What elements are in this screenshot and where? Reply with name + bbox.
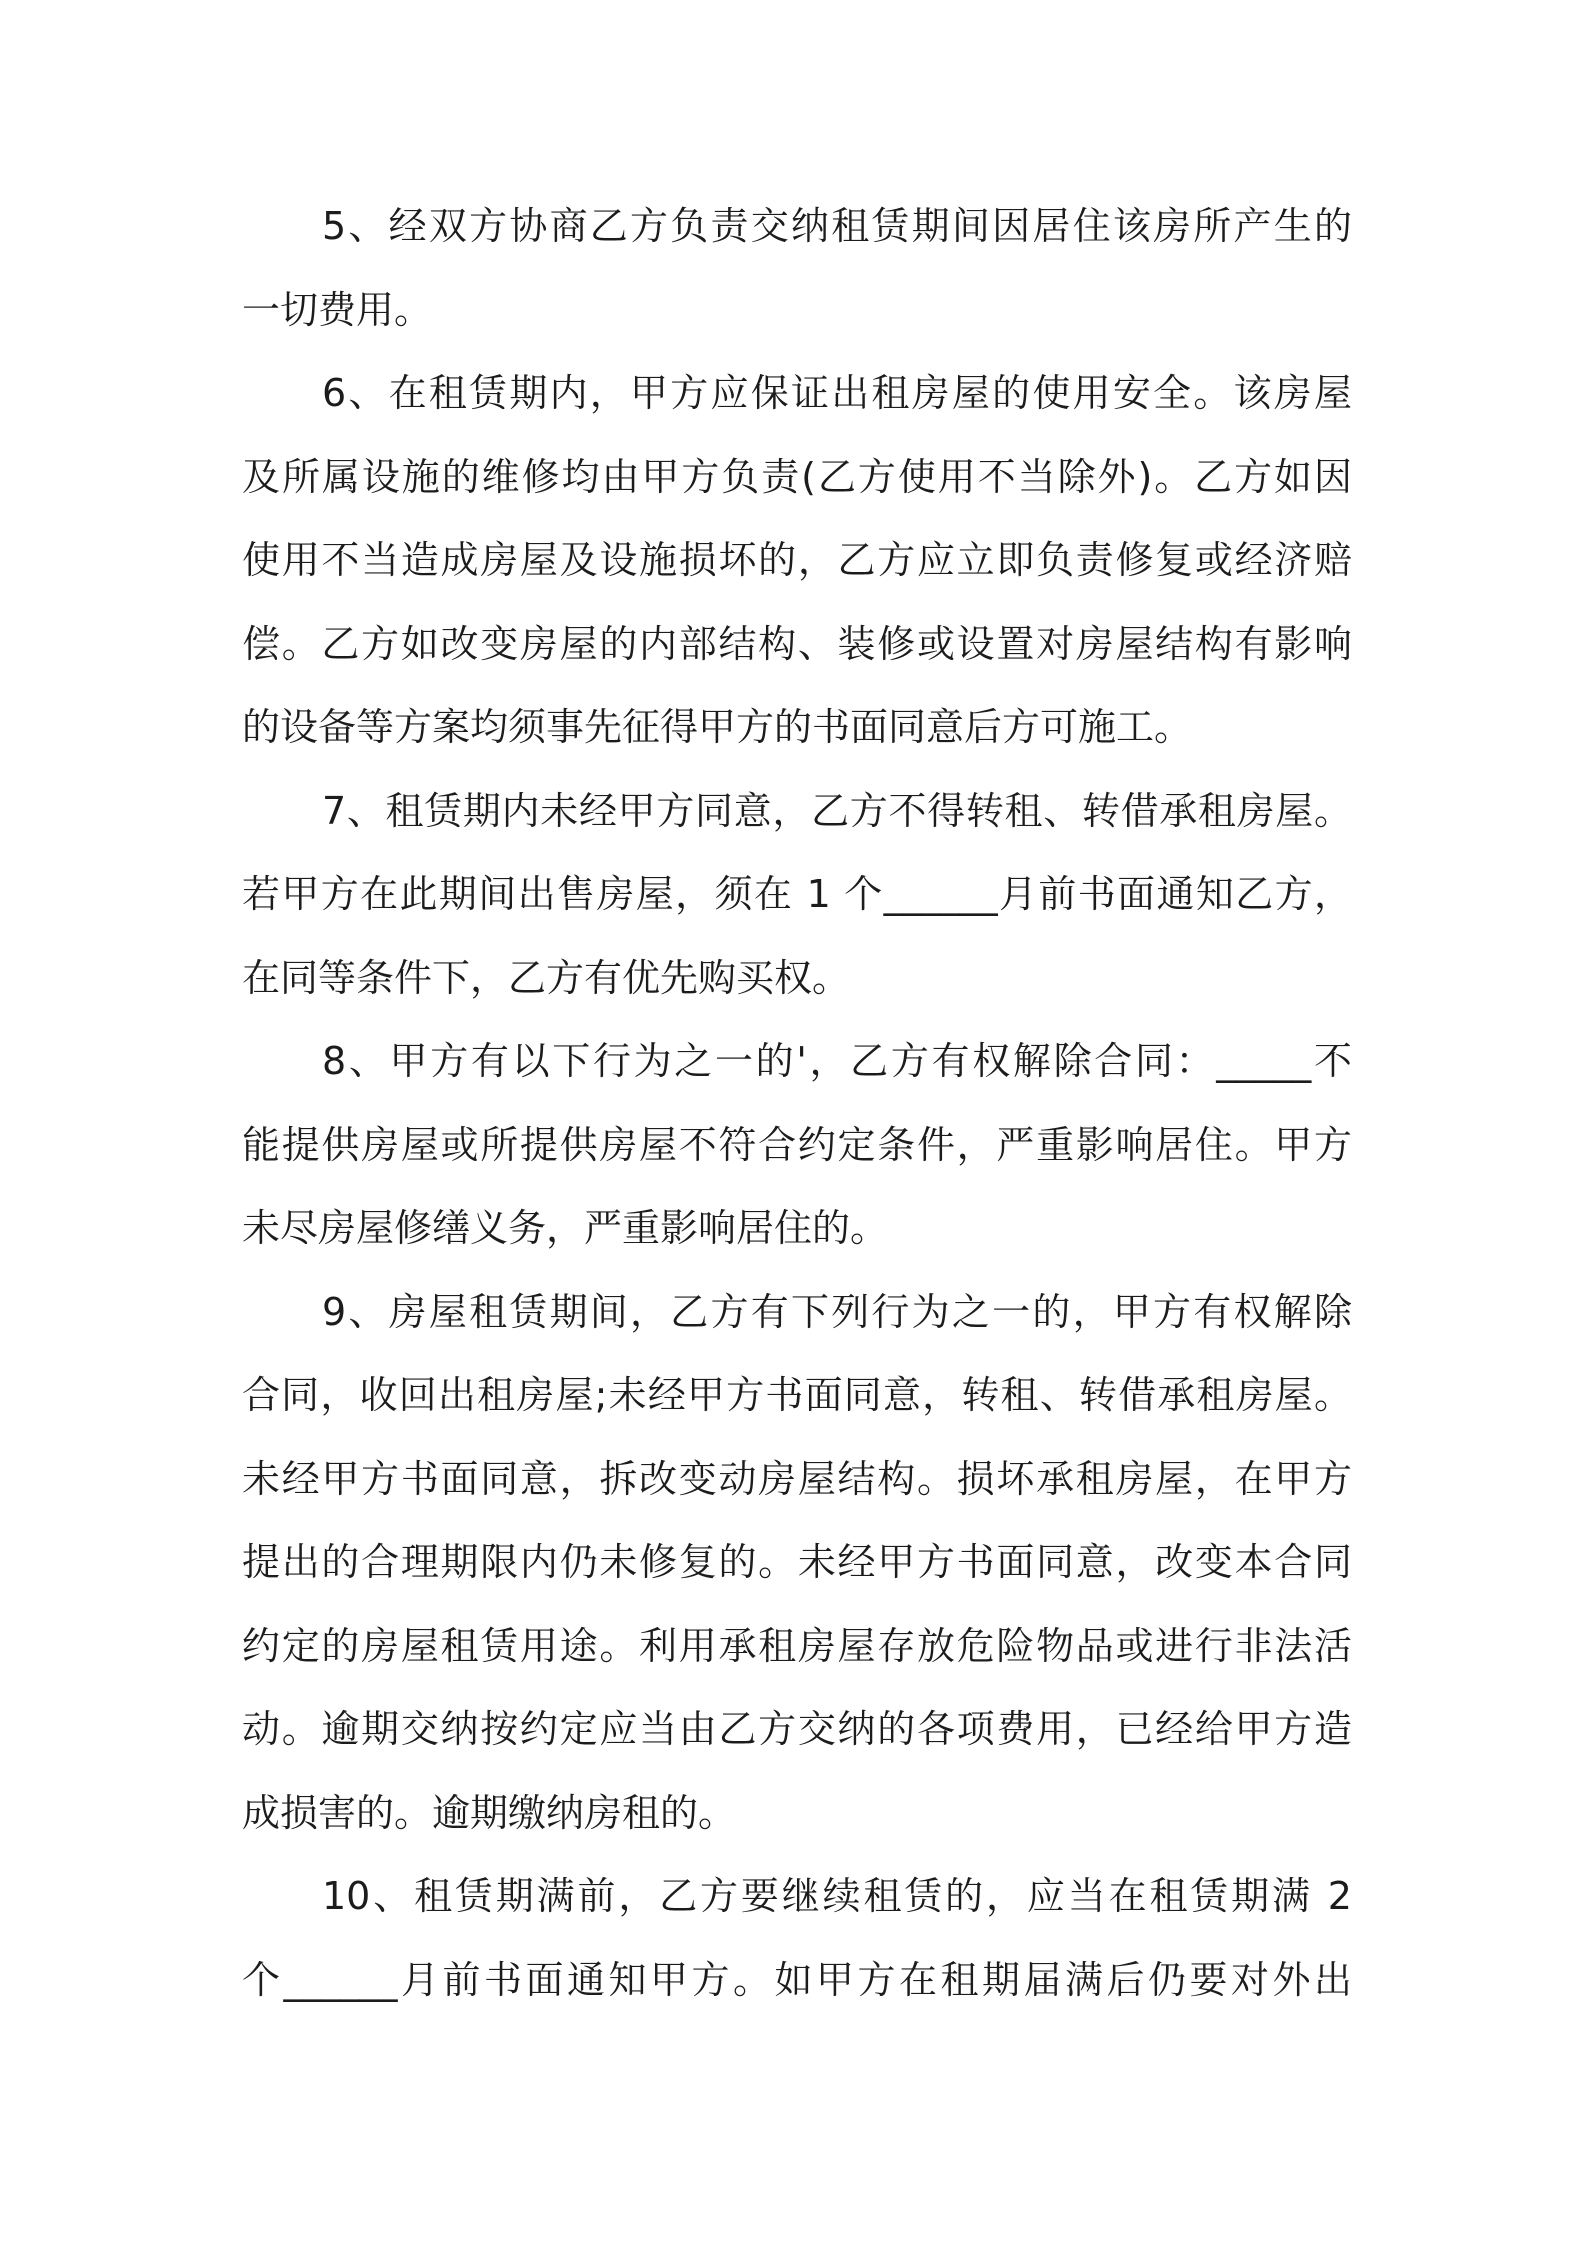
paragraph-line: 动。逾期交纳按约定应当由乙方交纳的各项费用，已经给甲方造 <box>242 1707 1352 1751</box>
paragraph-line: 未经甲方书面同意，拆改变动房屋结构。损坏承租房屋，在甲方 <box>242 1456 1352 1501</box>
paragraph-line: 提出的合理期限内仍未修复的。未经甲方书面同意，改变本合同 <box>242 1540 1352 1584</box>
paragraph-line: 在同等条件下，乙方有优先购买权。 <box>242 955 851 1000</box>
paragraph-first-line: 7、租赁期内未经甲方同意，乙方不得转租、转借承租房屋。 <box>322 788 1352 833</box>
paragraph-line: 一切费用。 <box>242 287 433 332</box>
paragraph-first-line: 10、租赁期满前，乙方要继续租赁的，应当在租赁期满 2 <box>322 1874 1352 1918</box>
paragraph-line: 若甲方在此期间出售房屋，须在 1 个______月前书面通知乙方， <box>242 872 1352 916</box>
paragraph-clause-5 <box>242 185 1352 352</box>
paragraph-clause-8 <box>242 1020 1352 1271</box>
paragraph-line: 个______月前书面通知甲方。如甲方在租期届满后仍要对外出 <box>242 1957 1352 2002</box>
paragraph-first-line: 5、经双方协商乙方负责交纳租赁期间因居住该房所产生的 <box>322 204 1352 248</box>
paragraph-first-line: 8、甲方有以下行为之一的'，乙方有权解除合同：_____不 <box>322 1039 1352 1083</box>
document-body <box>242 185 1352 2022</box>
paragraph-line: 偿。乙方如改变房屋的内部结构、装修或设置对房屋结构有影响 <box>242 621 1352 666</box>
paragraph-line: 未尽房屋修缮义务，严重影响居住的。 <box>242 1206 889 1250</box>
paragraph-line: 及所属设施的维修均由甲方负责(乙方使用不当除外)。乙方如因 <box>242 454 1352 499</box>
paragraph-clause-9 <box>242 1271 1352 1856</box>
paragraph-first-line: 9、房屋租赁期间，乙方有下列行为之一的，甲方有权解除 <box>322 1289 1352 1334</box>
paragraph-clause-10 <box>242 1855 1352 2022</box>
paragraph-line: 成损害的。逾期缴纳房租的。 <box>242 1790 737 1835</box>
paragraph-line: 能提供房屋或所提供房屋不符合约定条件，严重影响居住。甲方 <box>242 1122 1352 1167</box>
paragraph-clause-7 <box>242 770 1352 1021</box>
paragraph-line: 使用不当造成房屋及设施损坏的，乙方应立即负责修复或经济赔 <box>242 538 1352 582</box>
paragraph-first-line: 6、在租赁期内，甲方应保证出租房屋的使用安全。该房屋 <box>322 371 1352 415</box>
paragraph-line: 约定的房屋租赁用途。利用承租房屋存放危险物品或进行非法活 <box>242 1623 1352 1668</box>
paragraph-clause-6 <box>242 352 1352 770</box>
paragraph-line: 的设备等方案均须事先征得甲方的书面同意后方可施工。 <box>242 705 1193 749</box>
paragraph-line: 合同，收回出租房屋;未经甲方书面同意，转租、转借承租房屋。 <box>242 1373 1352 1417</box>
